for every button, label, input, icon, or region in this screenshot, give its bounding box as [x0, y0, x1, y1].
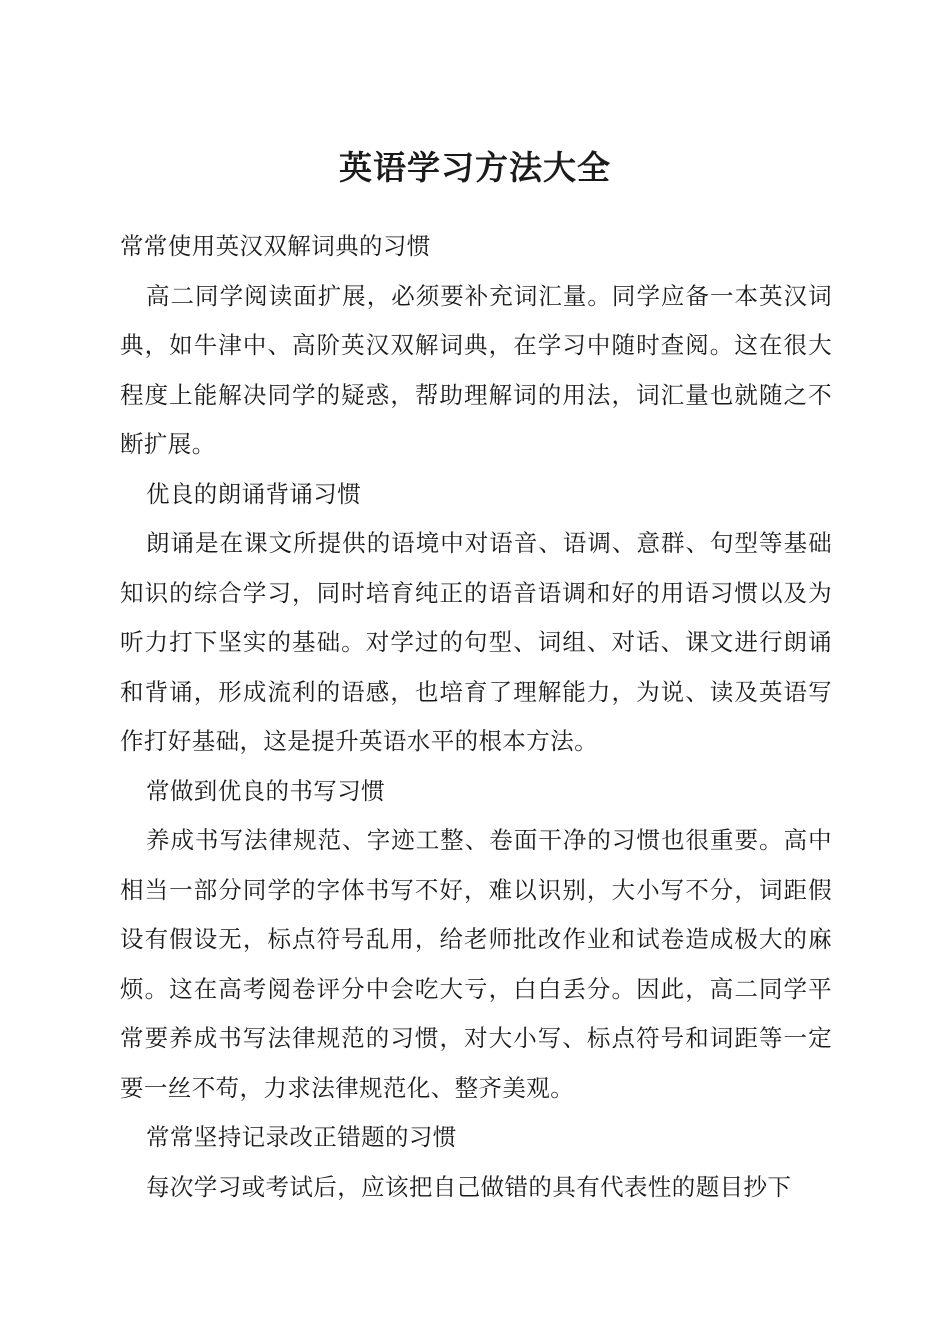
paragraph-recitation: 朗诵是在课文所提供的语境中对语音、语调、意群、句型等基础知识的综合学习，同时培育纯正的语音语调和好的用语习惯以及为听力打下坚实的基础。对学过的句型、词组、对话、课文进行朗诵和背诵，形成流利的语感，也培育了理解能力，为说、读及英语写作打好基础，这是提升英语水平的根本方法。	[120, 529, 832, 755]
paragraph-dictionary: 高二同学阅读面扩展，必须要补充词汇量。同学应备一本英汉词典，如牛津中、高阶英汉双解词典，在学习中随时查阅。这在很大程度上能解决同学的疑惑，帮助理解词的用法，词汇量也就随之不断扩展。	[120, 281, 832, 458]
section-heading-error-log: 常常坚持记录改正错题的习惯	[146, 1123, 457, 1151]
paragraph-writing: 养成书写法律规范、字迹工整、卷面干净的习惯也很重要。高中相当一部分同学的字体书写不好，难以识别，大小写不分，词距假设有假设无，标点符号乱用，给老师批改作业和试卷造成极大的麻烦。这在高考阅卷评分中会吃大亏，白白丢分。因此，高二同学平常要养成书写法律规范的习惯，对大小写、标点符号和词距等一定要一丝不苟，力求法律规范化、整齐美观。	[120, 826, 832, 1102]
document-title: 英语学习方法大全	[339, 148, 611, 187]
paragraph-error-log: 每次学习或考试后，应该把自己做错的具有代表性的题目抄下	[146, 1172, 792, 1201]
section-heading-dictionary: 常常使用英汉双解词典的习惯	[120, 232, 431, 260]
document-body	[120, 222, 832, 1212]
section-heading-writing: 常做到优良的书写习惯	[146, 776, 385, 805]
section-heading-recitation: 优良的朗诵背诵习惯	[146, 479, 362, 508]
